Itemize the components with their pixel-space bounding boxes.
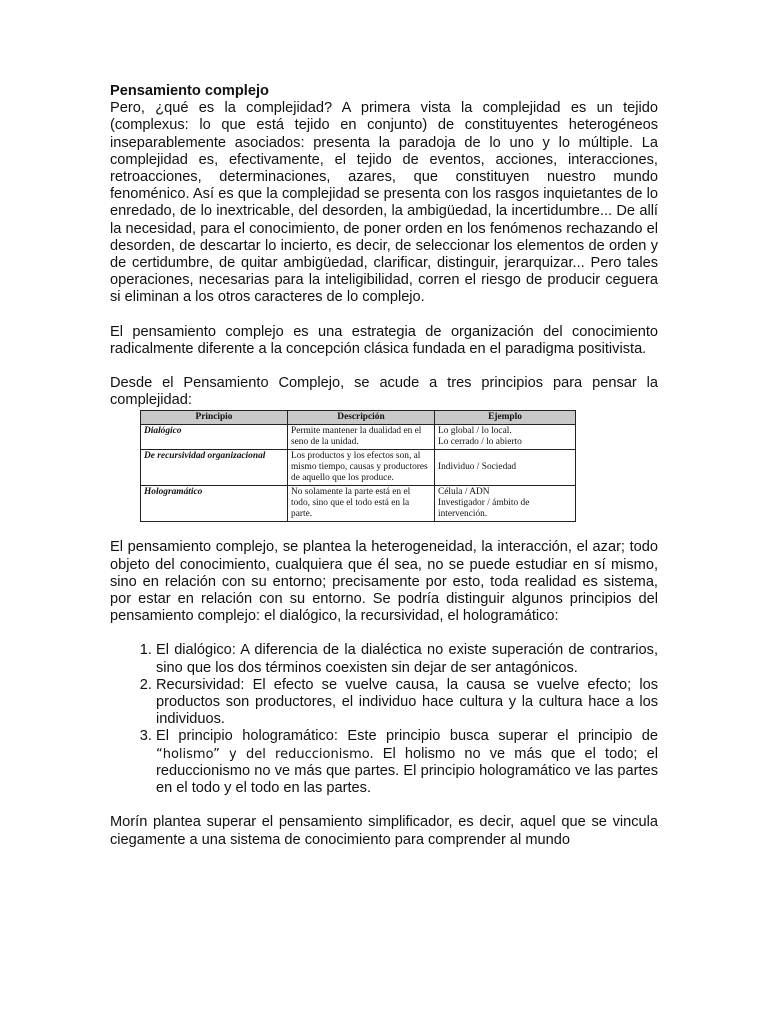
paragraph-morin: Morín plantea superar el pensamiento simplificador, es decir, aquel que se vincula ciegamente a una sistema de conocimiento para comprender al mundo (110, 814, 658, 848)
table-cell-principio: Hologramático (141, 486, 288, 522)
document-title: Pensamiento complejo (110, 83, 269, 99)
list-item: 1. El dialógico: A diferencia de la dialéctica no existe superación de contrarios, sino que los dos términos coexisten sin dejar de ser antagónicos. (156, 642, 658, 676)
table-cell-descripcion: Permite mantener la dualidad en el seno de la unidad. (288, 425, 435, 450)
ejemplo-line: Lo cerrado / lo abierto (438, 437, 522, 448)
table-header-principio: Principio (141, 411, 288, 425)
list-item (156, 728, 658, 797)
list-item-quote: “holismo” y del reduccionismo. (156, 746, 374, 762)
document-body (110, 83, 658, 849)
list-item-text-end: El holismo no ve más que el todo; el reduccionismo no ve más que partes. El principio hologramático ve las partes en el todo y el todo en las partes. (156, 745, 658, 797)
table-cell-ejemplo (435, 450, 576, 486)
paragraph-complexity-definition: Pero, ¿qué es la complejidad? A primera vista la complejidad es un tejido (complexus: lo que está tejido en conjunto) de constituyentes heterogéneos inseparablemente asociados: presenta la paradoja de lo uno y lo múltiple. La complejidad es, efectivamente, el tejido de eventos, acciones, interacciones, retroacciones, determinaciones, azares, que constituyen nuestro mundo fenoménico. Así es que la complejidad se presenta con los rasgos inquietantes de lo enredado, de lo inextricable, del desorden, la ambigüedad, la incertidumbre... De allí la necesidad, para el conocimiento, de poner orden en los fenómenos rechazando el desorden, de descartar lo incierto, es decir, de seleccionar los elementos de orden y de certidumbre, de quitar ambigüedad, clarificar, distinguir, jerarquizar... Pero tales operaciones, necesarias para la inteligibilidad, corren el riesgo de producir ceguera si eliminan a los otros caracteres de lo complejo. (110, 100, 658, 306)
table-header-ejemplo: Ejemplo (435, 411, 576, 425)
ejemplo-line: Célula / ADN (438, 487, 490, 498)
table-row (141, 486, 576, 522)
ejemplo-line: Individuo / Sociedad (438, 462, 517, 473)
paragraph-three-principles: Desde el Pensamiento Complejo, se acude a tres principios para pensar la complejidad: (110, 375, 658, 409)
list-item-text-start: El principio hologramático: Este principio busca superar el principio de (156, 728, 658, 745)
table-cell-ejemplo (435, 486, 576, 522)
table-cell-descripcion: Los productos y los efectos son, al mismo tiempo, causas y productores de aquello que los produce. (288, 450, 435, 486)
table-header-descripcion: Descripción (288, 411, 435, 425)
list-item: 2. Recursividad: El efecto se vuelve causa, la causa se vuelve efecto; los productos son productores, el individuo hace cultura y la cultura hace a los individuos. (156, 677, 658, 729)
table-cell-ejemplo (435, 425, 576, 450)
table-row (141, 425, 576, 450)
ejemplo-line: Lo global / lo local. (438, 426, 512, 437)
table-cell-principio: De recursividad organizacional (141, 450, 288, 486)
ejemplo-line: Investigador / ámbito de intervención. (438, 498, 530, 520)
table-cell-descripcion: No solamente la parte está en el todo, sino que el todo está en la parte. (288, 486, 435, 522)
principles-list (110, 642, 658, 797)
table-cell-principio: Dialógico (141, 425, 288, 450)
table-header-row (141, 411, 576, 425)
paragraph-heterogeneity: El pensamiento complejo, se plantea la heterogeneidad, la interacción, el azar; todo objeto del conocimiento, cualquiera que él sea, no se puede estudiar en sí mismo, sino en relación con su entorno; precisamente por esto, toda realidad es sistema, por estar en relación con su entorno. Se podría distinguir algunos principios del pensamiento complejo: el dialógico, la recursividad, el hologramático: (110, 539, 658, 625)
principles-table (140, 410, 576, 522)
paragraph-strategy: El pensamiento complejo es una estrategia de organización del conocimiento radicalmente diferente a la concepción clásica fundada en el paradigma positivista. (110, 323, 658, 357)
table-row (141, 450, 576, 486)
